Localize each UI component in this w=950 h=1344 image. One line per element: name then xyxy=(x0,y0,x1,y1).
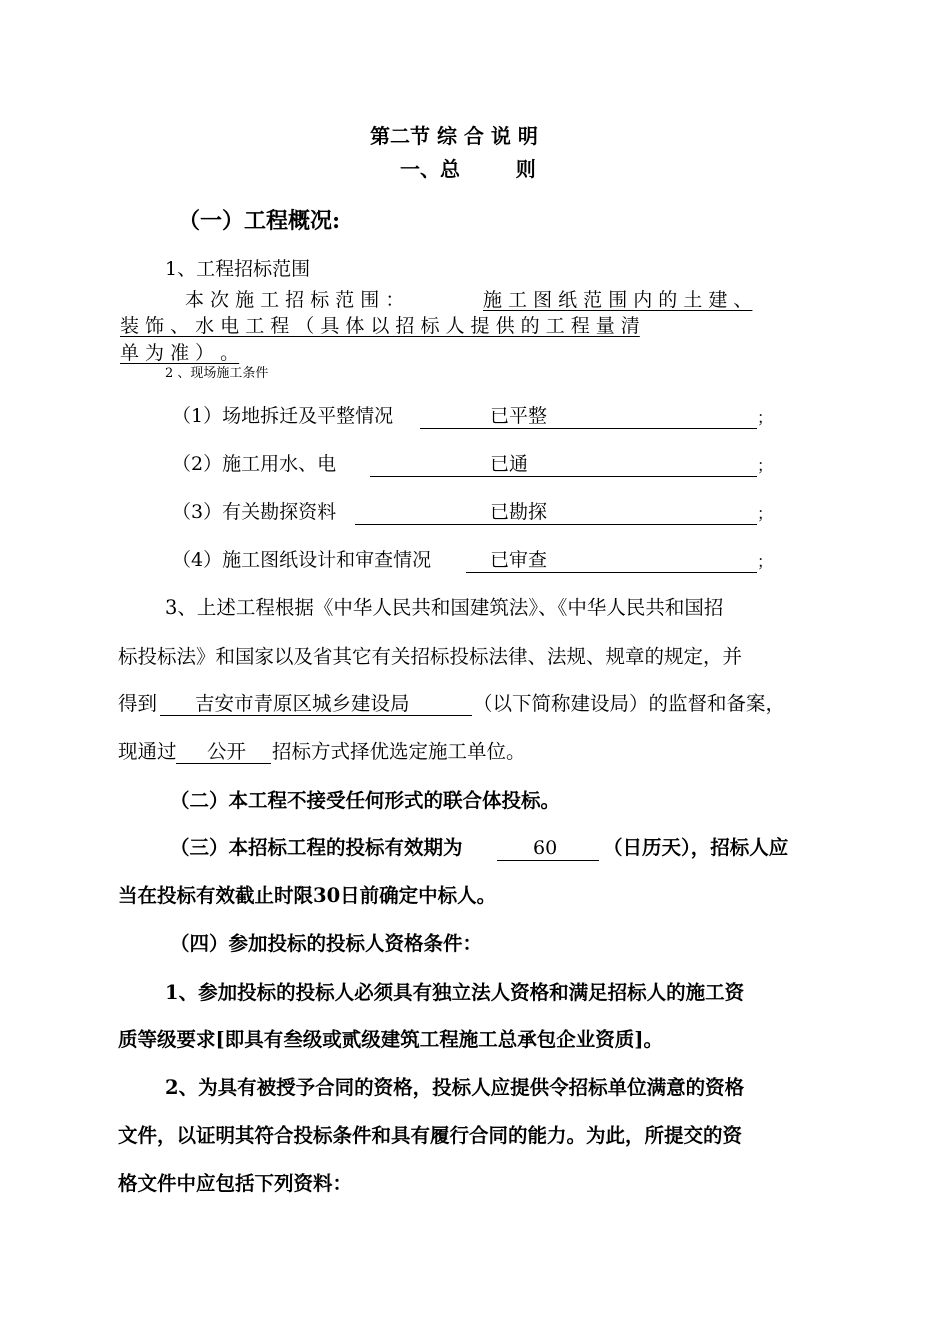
scope-line1-prefix: 本 次 施 工 招 标 范 围 ： xyxy=(185,289,405,311)
scope-line2-value: 装 饰 、 水 电 工 程 （ 具 体 以 招 标 人 提 供 的 工 程 量 清 xyxy=(120,315,640,337)
section3-line1-prefix: （三）本招标工程的投标有效期为 xyxy=(170,836,463,859)
item3-line3-prefix: 得到 xyxy=(118,692,158,715)
req2-line2: 文件，以证明其符合投标条件和具有履行合同的能力。为此，所提交的资 xyxy=(118,1124,743,1147)
item3-line4-suffix: 招标方式择优选定施工单位。 xyxy=(272,740,526,763)
item3-line1: 3、上述工程根据《中华人民共和国建筑法》、《中华人民共和国招 xyxy=(165,596,724,619)
item3-line3-suffix: （以下简称建设局）的监督和备案， xyxy=(473,692,786,715)
section3-line1-suffix: （日历天），招标人应 xyxy=(603,836,789,859)
condition-underline xyxy=(370,476,757,477)
section3-line2: 当在投标有效截止时限30日前确定中标人。 xyxy=(118,884,497,907)
condition-end: ； xyxy=(757,408,774,427)
condition-label: （3）有关勘探资料 xyxy=(172,501,337,523)
condition-value: 已通 xyxy=(490,453,529,475)
section2-text: （二）本工程不接受任何形式的联合体投标。 xyxy=(170,789,561,812)
chapter-title: 一、总 则 xyxy=(400,157,536,181)
condition-end: ； xyxy=(757,552,774,571)
condition-label: （4）施工图纸设计和审查情况 xyxy=(172,549,432,571)
scope-line1-value: 施 工 图 纸 范 围 内 的 土 建 、 xyxy=(483,289,753,311)
overview-heading: （一）工程概况: xyxy=(178,208,341,234)
condition-end: ； xyxy=(757,456,774,475)
condition-value: 已平整 xyxy=(490,405,548,427)
condition-underline xyxy=(355,524,757,525)
validity-days: 60 xyxy=(533,837,558,859)
section-title: 第二节 综 合 说 明 xyxy=(370,124,538,148)
condition-underline xyxy=(420,428,757,429)
item3-line4-prefix: 现通过 xyxy=(118,740,177,763)
condition-end: ； xyxy=(757,504,774,523)
supervising-authority: 吉安市青原区城乡建设局 xyxy=(195,692,410,715)
tender-method: 公开 xyxy=(207,740,247,763)
condition-value: 已审查 xyxy=(490,549,548,571)
item3-line2: 标投标法》和国家以及省其它有关招标投标法律、法规、规章的规定，并 xyxy=(118,645,743,668)
condition-label: （1）场地拆迁及平整情况 xyxy=(172,405,394,427)
req2-line3: 格文件中应包括下列资料： xyxy=(118,1172,353,1195)
req2-line1: 2、为具有被授予合同的资格，投标人应提供令招标单位满意的资格 xyxy=(165,1076,745,1099)
req1-line1: 1、参加投标的投标人必须具有独立法人资格和满足招标人的施工资 xyxy=(165,981,745,1004)
condition-underline xyxy=(466,572,757,573)
item2-label: 2 、现场施工条件 xyxy=(165,366,269,381)
item1-label: 1、工程招标范围 xyxy=(165,258,311,280)
authority-underline xyxy=(160,715,472,716)
scope-line3-value: 单 为 准 ） 。 xyxy=(120,342,240,364)
req1-line2: 质等级要求[即具有叁级或贰级建筑工程施工总承包企业资质]。 xyxy=(118,1028,663,1051)
condition-value: 已勘探 xyxy=(490,501,548,523)
method-underline xyxy=(176,763,271,764)
validity-underline xyxy=(497,860,599,861)
section4-heading: （四）参加投标的投标人资格条件： xyxy=(170,932,483,955)
condition-label: （2）施工用水、电 xyxy=(172,453,337,475)
